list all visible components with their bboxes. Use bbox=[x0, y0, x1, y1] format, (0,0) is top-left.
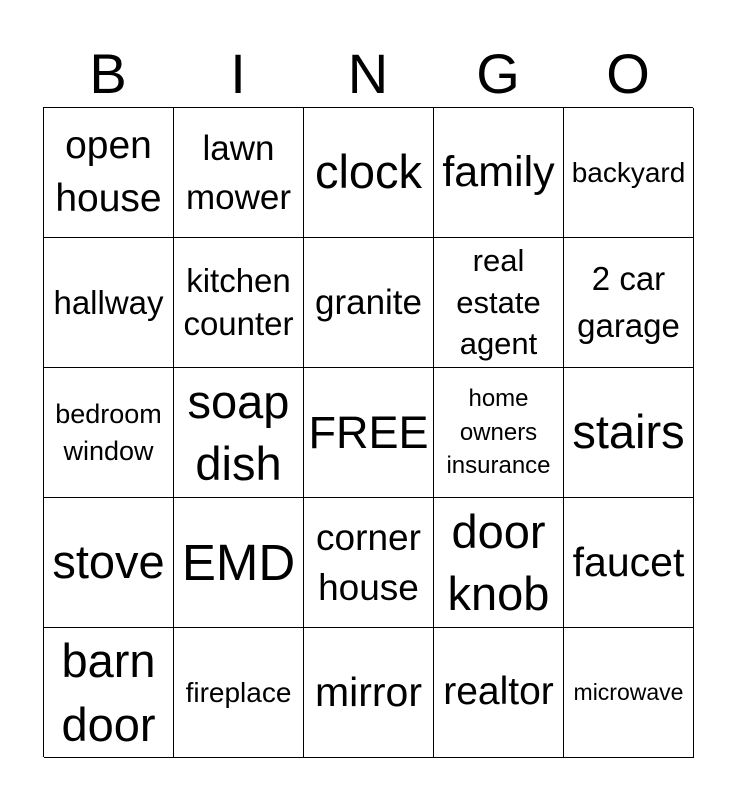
bingo-cell-text: granite bbox=[314, 282, 423, 322]
bingo-cell-text: fireplace bbox=[185, 676, 292, 708]
bingo-cell-text: corner house bbox=[316, 516, 421, 608]
bingo-cell[interactable] bbox=[174, 108, 304, 238]
bingo-cell[interactable] bbox=[564, 108, 694, 238]
bingo-cell[interactable] bbox=[44, 108, 174, 238]
bingo-cell-text: barn door bbox=[61, 634, 156, 751]
bingo-cell[interactable] bbox=[304, 498, 434, 628]
bingo-cell[interactable] bbox=[564, 368, 694, 498]
bingo-cell[interactable] bbox=[304, 108, 434, 238]
bingo-cell[interactable] bbox=[304, 628, 434, 758]
bingo-cell-text: stove bbox=[52, 535, 165, 589]
bingo-cell[interactable] bbox=[564, 238, 694, 368]
bingo-header bbox=[43, 40, 693, 108]
bingo-cell[interactable] bbox=[44, 368, 174, 498]
bingo-cell[interactable] bbox=[174, 498, 304, 628]
header-letter-g: G bbox=[476, 42, 520, 105]
bingo-cell-text: 2 car garage bbox=[577, 260, 680, 344]
bingo-cell[interactable] bbox=[44, 498, 174, 628]
bingo-cell-text: kitchen counter bbox=[183, 261, 294, 342]
bingo-cell-text: soap dish bbox=[187, 375, 290, 490]
bingo-cell[interactable] bbox=[304, 238, 434, 368]
bingo-cell-text: lawn mower bbox=[185, 128, 292, 217]
bingo-cell-text: backyard bbox=[571, 156, 686, 188]
bingo-cell-text: real estate agent bbox=[456, 242, 541, 362]
bingo-cell[interactable] bbox=[304, 368, 434, 498]
bingo-cell[interactable] bbox=[434, 238, 564, 368]
bingo-cell[interactable] bbox=[564, 628, 694, 758]
bingo-cell[interactable] bbox=[174, 238, 304, 368]
bingo-cell[interactable] bbox=[564, 498, 694, 628]
bingo-cell-text: family bbox=[442, 147, 555, 196]
bingo-cell-text: microwave bbox=[573, 678, 684, 705]
bingo-cell[interactable] bbox=[434, 498, 564, 628]
bingo-cell-text: EMD bbox=[181, 533, 296, 591]
bingo-cell-text: realtor bbox=[443, 670, 554, 714]
header-letter-n: N bbox=[347, 42, 389, 105]
bingo-cell-text: home owners insurance bbox=[446, 385, 551, 480]
bingo-cell[interactable] bbox=[44, 628, 174, 758]
bingo-cell-text: clock bbox=[314, 145, 423, 199]
bingo-cell-text: mirror bbox=[314, 668, 423, 715]
header-letter-i: I bbox=[230, 42, 246, 105]
bingo-cell-text: stairs bbox=[572, 405, 685, 459]
bingo-cell[interactable] bbox=[434, 108, 564, 238]
bingo-cell-text: door knob bbox=[447, 505, 550, 620]
bingo-cell-text: FREE bbox=[308, 406, 429, 458]
bingo-cell-text: bedroom window bbox=[55, 399, 162, 466]
bingo-cell[interactable] bbox=[434, 628, 564, 758]
bingo-cell[interactable] bbox=[174, 628, 304, 758]
bingo-card-grid bbox=[43, 107, 693, 757]
bingo-cell[interactable] bbox=[44, 238, 174, 368]
bingo-cell[interactable] bbox=[174, 368, 304, 498]
bingo-cell-text: faucet bbox=[572, 538, 685, 585]
header-letter-o: O bbox=[606, 42, 650, 105]
bingo-cell-text: open house bbox=[55, 123, 162, 220]
bingo-cell[interactable] bbox=[434, 368, 564, 498]
header-letter-b: B bbox=[89, 42, 127, 105]
bingo-cell-text: hallway bbox=[53, 283, 164, 321]
